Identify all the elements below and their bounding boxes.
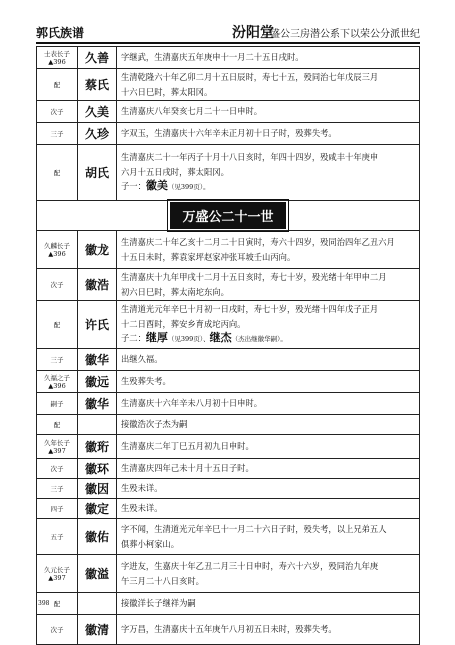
description-line: 生清嘉庆十六年辛未八月初十日申时。 xyxy=(121,398,263,409)
person-description xyxy=(117,123,420,145)
description-line: 俱葬小柯家山。 xyxy=(121,538,180,549)
table-row xyxy=(37,123,420,145)
relation-cell xyxy=(37,349,78,371)
table-row xyxy=(37,479,420,499)
person-name: 徽因 xyxy=(78,479,117,499)
description-line: 生清乾隆六十年乙卯二月十五日辰时，寿七十五，殁同治七年戊辰三月 xyxy=(121,72,379,82)
person-name xyxy=(78,593,117,615)
relation-text: 配 xyxy=(53,80,61,89)
person-name: 徽远 xyxy=(78,371,117,393)
relation-cell xyxy=(37,145,78,201)
relation-text: 三子 xyxy=(50,129,64,138)
table-row xyxy=(37,393,420,415)
relation-cell xyxy=(37,371,78,393)
relation-text: 次子 xyxy=(50,625,64,634)
person-description xyxy=(117,593,420,615)
relation-text: 四子 xyxy=(50,504,64,513)
description-line: 十二日酉时，葬安乡育成坨丙向。 xyxy=(121,318,246,329)
genealogy-table xyxy=(36,46,420,645)
table-row xyxy=(37,435,420,459)
relation-text: 次子 xyxy=(50,107,64,116)
children-prefix: 子二： xyxy=(121,333,146,344)
children-prefix: 子一： xyxy=(121,181,146,192)
relation-text: 配 xyxy=(53,168,61,177)
person-description xyxy=(117,69,420,101)
relation-text: 配 xyxy=(53,420,61,429)
relation-cell xyxy=(37,435,78,459)
person-name: 徽华 xyxy=(78,393,117,415)
child-name: 徽美 xyxy=(145,179,168,193)
table-row xyxy=(37,145,420,201)
person-description xyxy=(117,435,420,459)
person-description xyxy=(117,499,420,519)
table-row xyxy=(37,101,420,123)
relation-cell xyxy=(37,69,78,101)
table-row xyxy=(37,231,420,269)
description-line: 字双玉，生清嘉庆十六年辛未正月初十日子时，殁葬失考。 xyxy=(121,128,337,139)
person-name: 徽龙 xyxy=(78,231,117,269)
person-name: 徽珩 xyxy=(78,435,117,459)
person-name: 徽清 xyxy=(78,615,117,645)
description-line: 十五日未时，葬袁家坪赵家冲张耳坡壬山丙向。 xyxy=(121,251,296,262)
description-line: 字万昌，生清嘉庆十五年庚午八月初五日未时，殁葬失考。 xyxy=(121,624,337,635)
description-line: 六月十五日戌时，葬太阳冈。 xyxy=(121,166,229,177)
person-description xyxy=(117,349,420,371)
child-name: 继厚 xyxy=(145,331,168,345)
relation-text: ▲396 xyxy=(48,381,66,390)
table-row xyxy=(37,615,420,645)
relation-cell xyxy=(37,47,78,69)
table-row xyxy=(37,69,420,101)
description-line: 生清嘉庆四年己未十月十五日子时。 xyxy=(121,463,254,474)
person-name: 徽环 xyxy=(78,459,117,479)
person-description xyxy=(117,101,420,123)
relation-text: 配 xyxy=(53,320,61,329)
branch-title: 万盛公三房潜公系下以荣公分派世纪 xyxy=(260,29,420,40)
table-row xyxy=(37,593,420,615)
table-row xyxy=(37,349,420,371)
generation-banner-cell xyxy=(37,201,420,231)
person-description xyxy=(117,269,420,301)
relation-text: 久元长子 xyxy=(44,565,70,574)
table-row xyxy=(37,301,420,349)
book-title: 郭氏族谱 xyxy=(36,26,85,40)
description-line: 午三月二十八日亥时。 xyxy=(121,575,204,586)
relation-cell xyxy=(37,415,78,435)
description-line: 生清嘉庆十九年甲戌十二月十五日亥时，寿七十岁，殁光绪十年甲申二月 xyxy=(121,272,387,282)
relation-text: 次子 xyxy=(50,464,64,473)
relation-cell xyxy=(37,519,78,555)
description-line: 生殁未详。 xyxy=(121,483,163,494)
person-description xyxy=(117,231,420,269)
relation-text: 次子 xyxy=(50,280,64,289)
relation-text: ▲397 xyxy=(48,573,66,582)
description-line: 出继久福。 xyxy=(121,354,163,365)
description-line: 生清嘉庆二十年乙亥十二月二十日寅时，寿六十四岁，殁同治四年乙丑六月 xyxy=(121,237,395,247)
person-description xyxy=(117,459,420,479)
relation-text: 久福之子 xyxy=(44,373,70,382)
table-row xyxy=(37,371,420,393)
description-line: 生清嘉庆二十一年丙子十月十八日亥时，年四十四岁，殁咸丰十年庚申 xyxy=(121,152,379,163)
person-description xyxy=(117,371,420,393)
relation-cell xyxy=(37,123,78,145)
table-row xyxy=(37,269,420,301)
table-row xyxy=(37,555,420,593)
relation-cell xyxy=(37,101,78,123)
table-row xyxy=(37,415,420,435)
child-name: 继杰 xyxy=(209,331,232,345)
relation-text: 士表长子 xyxy=(44,49,70,58)
relation-cell xyxy=(37,231,78,269)
relation-text: 配 xyxy=(53,599,61,608)
person-description xyxy=(117,555,420,593)
children-line xyxy=(121,179,415,195)
person-description xyxy=(117,415,420,435)
description-line: 字继武，生清嘉庆五年庚申十一月二十五日戌时。 xyxy=(121,52,304,63)
header-rule xyxy=(36,42,420,44)
description-line: 接徽洋长子继祥为嗣 xyxy=(121,598,196,609)
children-line xyxy=(121,331,415,347)
person-name: 久珍 xyxy=(78,123,117,145)
page-number: 398 xyxy=(38,600,50,607)
child-note: （杰出继徽华嗣）。 xyxy=(231,335,287,344)
description-line: 字不闻，生清道光元年辛巳十一月二十六日子时，殁失考，以上兄弟五人 xyxy=(121,524,387,534)
person-description xyxy=(117,47,420,69)
description-line: 十六日巳时，葬太阳冈。 xyxy=(121,86,213,97)
relation-cell xyxy=(37,269,78,301)
person-description xyxy=(117,615,420,645)
relation-cell xyxy=(37,499,78,519)
description-line: 生殁未详。 xyxy=(121,503,163,514)
relation-cell xyxy=(37,615,78,645)
description-line: 生清嘉庆二年丁巳五月初九日申时。 xyxy=(121,441,254,452)
description-line: 初六日巳时，葬太南坨东向。 xyxy=(121,286,229,297)
person-description xyxy=(117,145,420,201)
relation-text: 久年长子 xyxy=(44,438,70,447)
table-row xyxy=(37,459,420,479)
relation-cell xyxy=(37,459,78,479)
page-header xyxy=(36,22,420,44)
person-name: 徽溢 xyxy=(78,555,117,593)
relation-cell xyxy=(37,479,78,499)
description-line: 接徽浩次子杰为嗣 xyxy=(121,419,188,430)
relation-text: 嗣子 xyxy=(50,399,64,408)
relation-text: ▲397 xyxy=(48,446,66,455)
relation-cell xyxy=(37,555,78,593)
description-line: 生清嘉庆八年癸亥七月二十一日申时。 xyxy=(121,106,263,117)
relation-text: 五子 xyxy=(50,532,64,541)
person-name: 蔡氏 xyxy=(78,69,117,101)
relation-cell xyxy=(37,393,78,415)
relation-text: 三子 xyxy=(50,484,64,493)
person-description xyxy=(117,479,420,499)
person-name: 徽佑 xyxy=(78,519,117,555)
relation-text: ▲396 xyxy=(48,249,66,258)
person-name: 徽华 xyxy=(78,349,117,371)
table-row xyxy=(37,519,420,555)
person-name xyxy=(78,415,117,435)
table-row xyxy=(37,47,420,69)
person-name: 胡氏 xyxy=(78,145,117,201)
description-line: 生清道光元年辛巳十月初一日戌时，寿七十岁，殁光绪十四年戊子正月 xyxy=(121,304,379,315)
person-name: 久善 xyxy=(78,47,117,69)
description-line: 字进友，生嘉庆十年乙丑二月三十日申时，寿六十六岁，殁同治九年庚 xyxy=(121,561,379,571)
person-name: 许氏 xyxy=(78,301,117,349)
person-description xyxy=(117,301,420,349)
person-name: 徽定 xyxy=(78,499,117,519)
relation-cell xyxy=(37,301,78,349)
child-note: （见399页）、 xyxy=(167,335,210,344)
relation-text: 久麟长子 xyxy=(44,241,70,250)
person-name: 久美 xyxy=(78,101,117,123)
relation-text: ▲396 xyxy=(48,57,66,66)
hall-name: 汾阳堂 xyxy=(232,25,274,41)
person-description xyxy=(117,519,420,555)
table-row xyxy=(37,499,420,519)
generation-banner-row xyxy=(37,201,420,231)
relation-text: 三子 xyxy=(50,355,64,364)
person-name: 徽浩 xyxy=(78,269,117,301)
generation-banner: 万盛公二十一世 xyxy=(170,202,285,229)
description-line: 生殁葬失考。 xyxy=(121,376,171,387)
person-description xyxy=(117,393,420,415)
child-note: （见399页）。 xyxy=(167,183,210,192)
